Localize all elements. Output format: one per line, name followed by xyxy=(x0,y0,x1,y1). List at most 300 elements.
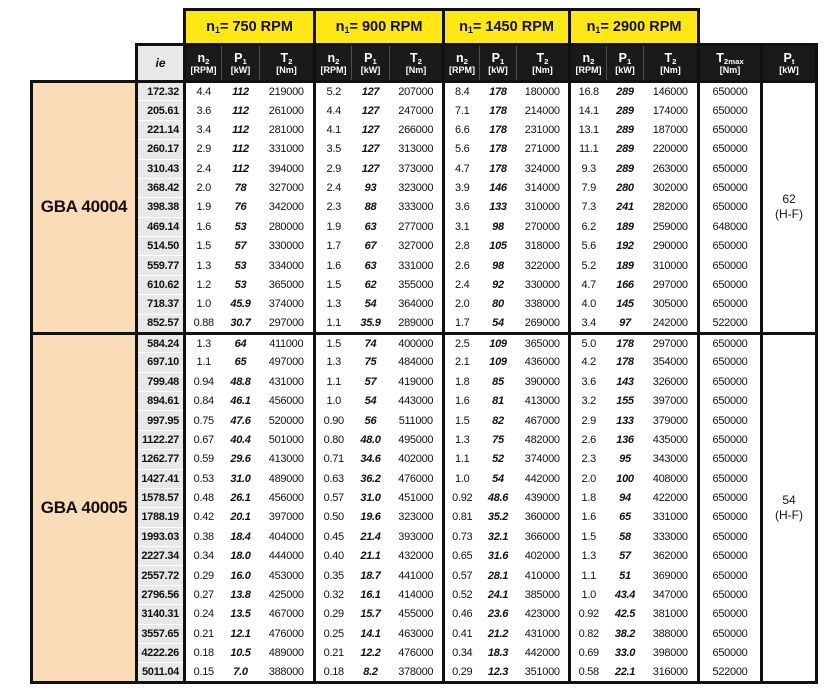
table-row xyxy=(32,82,817,101)
col-header-t2 xyxy=(517,45,570,82)
cell-n2: 0.52 xyxy=(444,585,480,604)
cell-p1: 127 xyxy=(352,82,390,101)
cell-n2: 0.92 xyxy=(444,488,480,507)
unit-label: [RPM] xyxy=(449,64,475,75)
cell-n2: 0.67 xyxy=(185,430,222,449)
cell-ie: 799.48 xyxy=(137,372,185,391)
symbol-line xyxy=(352,52,389,65)
cell-n2: 0.63 xyxy=(315,469,352,488)
n1-subscript: 1 xyxy=(595,25,601,36)
rpm-value: 750 xyxy=(232,19,257,35)
header-spacer-left xyxy=(32,10,185,45)
cell-n2: 1.1 xyxy=(185,353,222,372)
cell-p1: 46.1 xyxy=(230,395,251,408)
subscript: 1 xyxy=(500,56,505,66)
col-header-pt xyxy=(762,45,817,82)
table-row xyxy=(32,372,817,391)
cell-p1: 35.9 xyxy=(360,316,381,329)
unit-label: [Nm] xyxy=(276,64,297,75)
cell-p1: 45.9 xyxy=(230,298,251,311)
cell-t2: 360000 xyxy=(524,511,560,524)
cell-t2: 397000 xyxy=(268,511,304,524)
cell-n2: 3.6 xyxy=(185,101,222,120)
unit-label: [RPM] xyxy=(575,64,602,75)
cell-t2: 180000 xyxy=(517,82,570,101)
cell-n2: 2.9 xyxy=(185,140,222,159)
subscript: 2 xyxy=(288,56,293,66)
cell-p1: 15.7 xyxy=(360,608,381,621)
cell-ie: 997.95 xyxy=(137,411,185,430)
cell-p1: 85 xyxy=(492,375,504,388)
cell-p1: 19.6 xyxy=(360,511,381,524)
unit-label: [kW] xyxy=(488,64,508,75)
cell-t2: 187000 xyxy=(652,123,688,136)
col-header-n2 xyxy=(570,45,607,82)
cell-n2: 1.5 xyxy=(315,275,352,294)
col-header-p1 xyxy=(607,45,644,82)
pt-note: (H-F) xyxy=(775,207,803,222)
cell-n2: 1.0 xyxy=(185,295,222,314)
cell-p1: 13.5 xyxy=(230,608,251,621)
cell-ie: 1578.57 xyxy=(137,488,185,507)
header-spacer-right xyxy=(699,10,817,45)
cell-n2: 2.4 xyxy=(444,275,480,294)
cell-n2: 2.3 xyxy=(315,198,352,217)
unit-label: [kW] xyxy=(230,64,251,75)
cell-n2: 0.75 xyxy=(185,411,222,430)
cell-t2: 431000 xyxy=(524,627,560,640)
symbol: P xyxy=(783,50,792,65)
n1-subscript: 1 xyxy=(344,25,350,36)
cell-n2: 1.7 xyxy=(315,237,352,256)
cell-n2: 4.1 xyxy=(315,120,352,139)
table-row xyxy=(32,353,817,372)
section-gba-40004 xyxy=(32,82,817,334)
cell-t2: 261000 xyxy=(268,104,304,117)
symbol: T xyxy=(536,50,545,65)
subscript: 2max xyxy=(723,56,744,66)
rpm-unit: RPM xyxy=(645,19,682,35)
cell-t2: 476000 xyxy=(398,472,434,485)
cell-t2: 263000 xyxy=(652,162,688,175)
subscript: 1 xyxy=(372,56,377,66)
cell-n2: 1.0 xyxy=(444,469,480,488)
cell-t2: 305000 xyxy=(652,298,688,311)
symbol-line xyxy=(480,52,516,65)
unit-label: [kW] xyxy=(779,64,799,75)
rpm-unit: RPM xyxy=(517,19,554,35)
col-header-t2 xyxy=(644,45,699,82)
cell-n2: 2.0 xyxy=(444,295,480,314)
cell-t2max: 650000 xyxy=(699,566,762,585)
cell-p1: 57 xyxy=(619,550,631,563)
col-header-p1 xyxy=(222,45,260,82)
cell-n2: 2.8 xyxy=(444,237,480,256)
cell-t2max: 650000 xyxy=(699,353,762,372)
symbol: n xyxy=(456,50,464,65)
cell-n2: 0.32 xyxy=(315,585,352,604)
cell-ie: 172.32 xyxy=(137,82,185,101)
cell-t2: 219000 xyxy=(260,82,315,101)
cell-n2: 1.3 xyxy=(185,256,222,275)
cell-p1: 48.6 xyxy=(487,492,509,505)
cell-ie: 1788.19 xyxy=(137,508,185,527)
cell-n2: 2.9 xyxy=(315,159,352,178)
cell-p1: 112 xyxy=(222,82,260,101)
cell-p1: 18.7 xyxy=(360,569,381,582)
cell-t2: 476000 xyxy=(398,647,434,660)
rpm-group-header xyxy=(315,10,444,45)
cell-p1: 18.0 xyxy=(230,550,251,563)
symbol: n xyxy=(327,50,336,65)
symbol-line xyxy=(763,52,815,65)
cell-n2: 0.90 xyxy=(315,411,352,430)
cell-n2: 3.1 xyxy=(444,217,480,236)
unit-label: [RPM] xyxy=(320,64,347,75)
cell-n2: 1.5 xyxy=(315,333,352,352)
cell-p1: 100 xyxy=(616,472,634,485)
cell-n2: 0.35 xyxy=(315,566,352,585)
cell-t2: 365000 xyxy=(517,333,570,352)
cell-p1: 23.6 xyxy=(487,608,509,621)
rpm-value: 900 xyxy=(361,19,387,35)
pt-value: 54 xyxy=(782,492,796,507)
cell-n2: 0.50 xyxy=(315,508,352,527)
cell-t2: 379000 xyxy=(652,414,688,427)
subscript: 2 xyxy=(335,56,340,66)
col-header-t2 xyxy=(260,45,315,82)
cell-n2: 7.9 xyxy=(570,178,607,197)
cell-t2: 259000 xyxy=(652,220,688,233)
cell-t2: 318000 xyxy=(524,240,560,253)
table-row xyxy=(32,643,817,662)
cell-p1: 75 xyxy=(364,356,377,369)
cell-t2: 297000 xyxy=(644,333,699,352)
cell-t2: 364000 xyxy=(398,298,434,311)
cell-n2: 0.58 xyxy=(570,663,607,682)
table-header xyxy=(32,10,817,82)
cell-t2max: 650000 xyxy=(699,256,762,275)
symbol: T xyxy=(410,50,418,65)
cell-ie: 2557.72 xyxy=(137,566,185,585)
cell-p1: 30.7 xyxy=(230,316,251,329)
cell-n2: 0.92 xyxy=(570,605,607,624)
cell-p1: 53 xyxy=(234,220,247,233)
n1-subscript: 1 xyxy=(467,25,473,36)
cell-n2: 2.3 xyxy=(570,450,607,469)
cell-p1: 105 xyxy=(489,240,507,253)
cell-p1: 133 xyxy=(616,414,634,427)
cell-ie: 368.42 xyxy=(137,178,185,197)
subscript: t xyxy=(791,56,795,66)
cell-p1: 109 xyxy=(489,356,507,369)
cell-t2: 511000 xyxy=(398,414,433,427)
symbol-line xyxy=(222,52,259,65)
cell-n2: 3.9 xyxy=(444,178,480,197)
cell-n2: 0.41 xyxy=(444,624,480,643)
cell-n2: 5.0 xyxy=(570,333,607,352)
unit-label: [kW] xyxy=(360,64,381,75)
cell-t2max: 650000 xyxy=(699,547,762,566)
cell-n2: 1.9 xyxy=(315,217,352,236)
cell-p1: 112 xyxy=(232,104,249,117)
cell-ie: 3140.31 xyxy=(137,605,185,624)
cell-t2: 397000 xyxy=(652,395,688,408)
table-row xyxy=(32,508,817,527)
n1-symbol: n xyxy=(459,19,468,35)
cell-t2: 282000 xyxy=(652,201,688,214)
cell-n2: 0.38 xyxy=(185,527,222,546)
cell-t2: 489000 xyxy=(268,472,304,485)
cell-t2: 520000 xyxy=(268,414,304,427)
cell-p1: 56 xyxy=(364,414,377,427)
cell-p1: 133 xyxy=(489,201,507,214)
rpm-unit: RPM xyxy=(256,19,293,35)
cell-pt xyxy=(762,82,817,334)
cell-n2: 2.5 xyxy=(444,333,480,352)
cell-n2: 3.2 xyxy=(570,392,607,411)
cell-n2: 8.4 xyxy=(444,82,480,101)
cell-t2: 327000 xyxy=(268,182,304,195)
cell-t2: 439000 xyxy=(524,492,560,505)
cell-t2: 207000 xyxy=(390,82,444,101)
cell-t2: 423000 xyxy=(524,608,560,621)
cell-n2: 0.29 xyxy=(315,605,352,624)
symbol-line xyxy=(445,52,479,65)
col-header-n2 xyxy=(444,45,480,82)
cell-p1: 74 xyxy=(352,333,390,352)
ie-column-header: ie xyxy=(137,45,185,82)
cell-p1: 166 xyxy=(616,278,634,291)
n1-symbol: n xyxy=(586,19,596,35)
cell-ie: 718.37 xyxy=(137,295,185,314)
cell-n2: 1.5 xyxy=(185,237,222,256)
cell-n2: 1.6 xyxy=(444,392,480,411)
cell-p1: 12.2 xyxy=(360,647,381,660)
table-row xyxy=(32,566,817,585)
cell-t2: 313000 xyxy=(398,143,434,156)
cell-p1: 280 xyxy=(616,182,634,195)
cell-t2: 297000 xyxy=(268,316,304,329)
cell-t2max: 650000 xyxy=(699,430,762,449)
symbol: n xyxy=(582,50,591,65)
equals-sign: = xyxy=(349,19,362,35)
cell-t2: 413000 xyxy=(268,453,304,466)
cell-t2max: 650000 xyxy=(699,643,762,662)
cell-t2: 425000 xyxy=(268,588,304,601)
cell-p1: 289 xyxy=(616,162,634,175)
cell-n2: 0.59 xyxy=(185,450,222,469)
cell-p1: 48.0 xyxy=(360,433,381,446)
cell-n2: 0.82 xyxy=(570,624,607,643)
cell-n2: 0.65 xyxy=(444,547,480,566)
cell-p1: 289 xyxy=(616,143,634,156)
cell-n2: 1.8 xyxy=(570,488,607,507)
table-row xyxy=(32,295,817,314)
cell-n2: 0.25 xyxy=(315,624,352,643)
cell-p1: 48.8 xyxy=(230,375,251,388)
cell-t2: 323000 xyxy=(398,511,434,524)
cell-p1: 178 xyxy=(489,104,507,117)
cell-p1: 13.8 xyxy=(230,588,251,601)
table-row xyxy=(32,314,817,333)
cell-t2max: 650000 xyxy=(699,392,762,411)
cell-t2max: 650000 xyxy=(699,585,762,604)
cell-ie: 4222.26 xyxy=(137,643,185,662)
cell-n2: 0.21 xyxy=(315,643,352,662)
cell-n2: 4.4 xyxy=(315,101,352,120)
cell-t2max: 650000 xyxy=(699,333,762,352)
cell-n2: 0.24 xyxy=(185,605,222,624)
cell-t2: 297000 xyxy=(652,278,688,291)
cell-n2: 5.2 xyxy=(315,82,352,101)
cell-p1: 63 xyxy=(364,259,377,272)
cell-t2: 413000 xyxy=(524,395,560,408)
cell-p1: 12.3 xyxy=(480,663,517,682)
unit-label: [RPM] xyxy=(190,64,217,75)
cell-n2: 1.1 xyxy=(315,372,352,391)
cell-p1: 178 xyxy=(489,123,507,136)
cell-n2: 0.21 xyxy=(185,624,222,643)
cell-p1: 21.2 xyxy=(487,627,509,640)
subscript: 2 xyxy=(463,56,468,66)
table-row xyxy=(32,450,817,469)
cell-t2max: 522000 xyxy=(699,314,762,333)
cell-t2max: 650000 xyxy=(699,624,762,643)
cell-p1: 81 xyxy=(492,395,504,408)
cell-p1: 32.1 xyxy=(487,530,509,543)
cell-p1: 93 xyxy=(364,182,377,195)
cell-n2: 0.46 xyxy=(444,605,480,624)
cell-n2: 4.0 xyxy=(570,295,607,314)
cell-n2: 1.2 xyxy=(185,275,222,294)
cell-n2: 1.3 xyxy=(444,430,480,449)
cell-n2: 0.15 xyxy=(185,663,222,682)
cell-t2: 343000 xyxy=(652,453,688,466)
cell-n2: 0.18 xyxy=(185,643,222,662)
cell-t2: 220000 xyxy=(652,143,688,156)
cell-ie: 398.38 xyxy=(137,198,185,217)
cell-t2: 453000 xyxy=(268,569,304,582)
cell-t2: 467000 xyxy=(268,608,304,621)
cell-n2: 2.6 xyxy=(444,256,480,275)
cell-n2: 0.81 xyxy=(444,508,480,527)
rpm-value: 1450 xyxy=(485,19,518,35)
cell-t2: 463000 xyxy=(398,627,434,640)
table-row xyxy=(32,624,817,643)
n1-symbol: n xyxy=(206,19,215,35)
table-row xyxy=(32,101,817,120)
cell-t2max: 650000 xyxy=(699,140,762,159)
col-header-n2 xyxy=(315,45,352,82)
unit-label: [Nm] xyxy=(405,64,427,75)
cell-ie: 1427.41 xyxy=(137,469,185,488)
table-row xyxy=(32,469,817,488)
cell-n2: 0.34 xyxy=(185,547,222,566)
cell-t2: 310000 xyxy=(524,201,560,214)
cell-p1: 58 xyxy=(619,530,631,543)
cell-t2: 400000 xyxy=(390,333,444,352)
cell-p1: 127 xyxy=(361,162,380,175)
cell-ie: 559.77 xyxy=(137,256,185,275)
symbol: T xyxy=(716,50,724,65)
cell-t2: 497000 xyxy=(268,356,304,369)
cell-t2: 388000 xyxy=(652,627,688,640)
cell-t2: 501000 xyxy=(268,433,304,446)
cell-p1: 80 xyxy=(492,298,504,311)
cell-p1: 51 xyxy=(619,569,631,582)
table-row xyxy=(32,527,817,546)
cell-p1: 31.6 xyxy=(487,550,509,563)
cell-t2: 290000 xyxy=(652,240,688,253)
cell-n2: 1.5 xyxy=(570,527,607,546)
cell-p1: 29.6 xyxy=(230,453,251,466)
column-header-row xyxy=(32,45,817,82)
cell-n2: 1.8 xyxy=(444,372,480,391)
cell-n2: 3.4 xyxy=(185,120,222,139)
cell-p1: 40.4 xyxy=(230,433,251,446)
symbol: n xyxy=(197,50,206,65)
cell-p1: 95 xyxy=(619,453,631,466)
cell-t2: 330000 xyxy=(524,278,560,291)
symbol: P xyxy=(234,50,243,65)
symbol: T xyxy=(664,50,673,65)
cell-t2: 442000 xyxy=(524,472,560,485)
cell-t2: 354000 xyxy=(652,356,688,369)
table-row xyxy=(32,217,817,236)
cell-ie: 3557.65 xyxy=(137,624,185,643)
cell-t2: 347000 xyxy=(652,588,688,601)
cell-t2: 495000 xyxy=(398,433,434,446)
cell-n2: 4.7 xyxy=(444,159,480,178)
cell-ie: 2796.56 xyxy=(137,585,185,604)
cell-n2: 1.3 xyxy=(570,547,607,566)
cell-p1: 178 xyxy=(616,356,634,369)
cell-t2: 441000 xyxy=(398,569,434,582)
cell-t2: 393000 xyxy=(398,530,434,543)
cell-ie: 310.43 xyxy=(137,159,185,178)
cell-t2: 402000 xyxy=(398,453,434,466)
rpm-group-header xyxy=(444,10,570,45)
cell-n2: 14.1 xyxy=(570,101,607,120)
cell-n2: 0.34 xyxy=(444,643,480,662)
cell-t2: 331000 xyxy=(268,143,304,156)
cell-t2: 366000 xyxy=(524,530,560,543)
rpm-group-header xyxy=(570,10,699,45)
cell-p1: 65 xyxy=(234,356,247,369)
cell-n2: 5.6 xyxy=(444,140,480,159)
cell-t2: 484000 xyxy=(398,356,434,369)
cell-t2: 422000 xyxy=(652,492,688,505)
cell-n2: 4.2 xyxy=(570,353,607,372)
cell-p1: 289 xyxy=(607,82,644,101)
cell-p1: 64 xyxy=(222,333,260,352)
cell-p1: 78 xyxy=(234,182,247,195)
rpm-header-row xyxy=(32,10,817,45)
cell-t2max: 650000 xyxy=(699,295,762,314)
table-row xyxy=(32,585,817,604)
cell-t2: 342000 xyxy=(268,201,304,214)
cell-t2: 402000 xyxy=(524,550,560,563)
n1-subscript: 1 xyxy=(214,25,220,36)
cell-p1: 289 xyxy=(616,123,634,136)
cell-t2: 355000 xyxy=(398,278,434,291)
cell-n2: 5.6 xyxy=(570,237,607,256)
symbol-line xyxy=(186,52,221,65)
cell-t2: 374000 xyxy=(268,298,304,311)
cell-t2: 408000 xyxy=(652,472,688,485)
cell-t2: 365000 xyxy=(268,278,304,291)
